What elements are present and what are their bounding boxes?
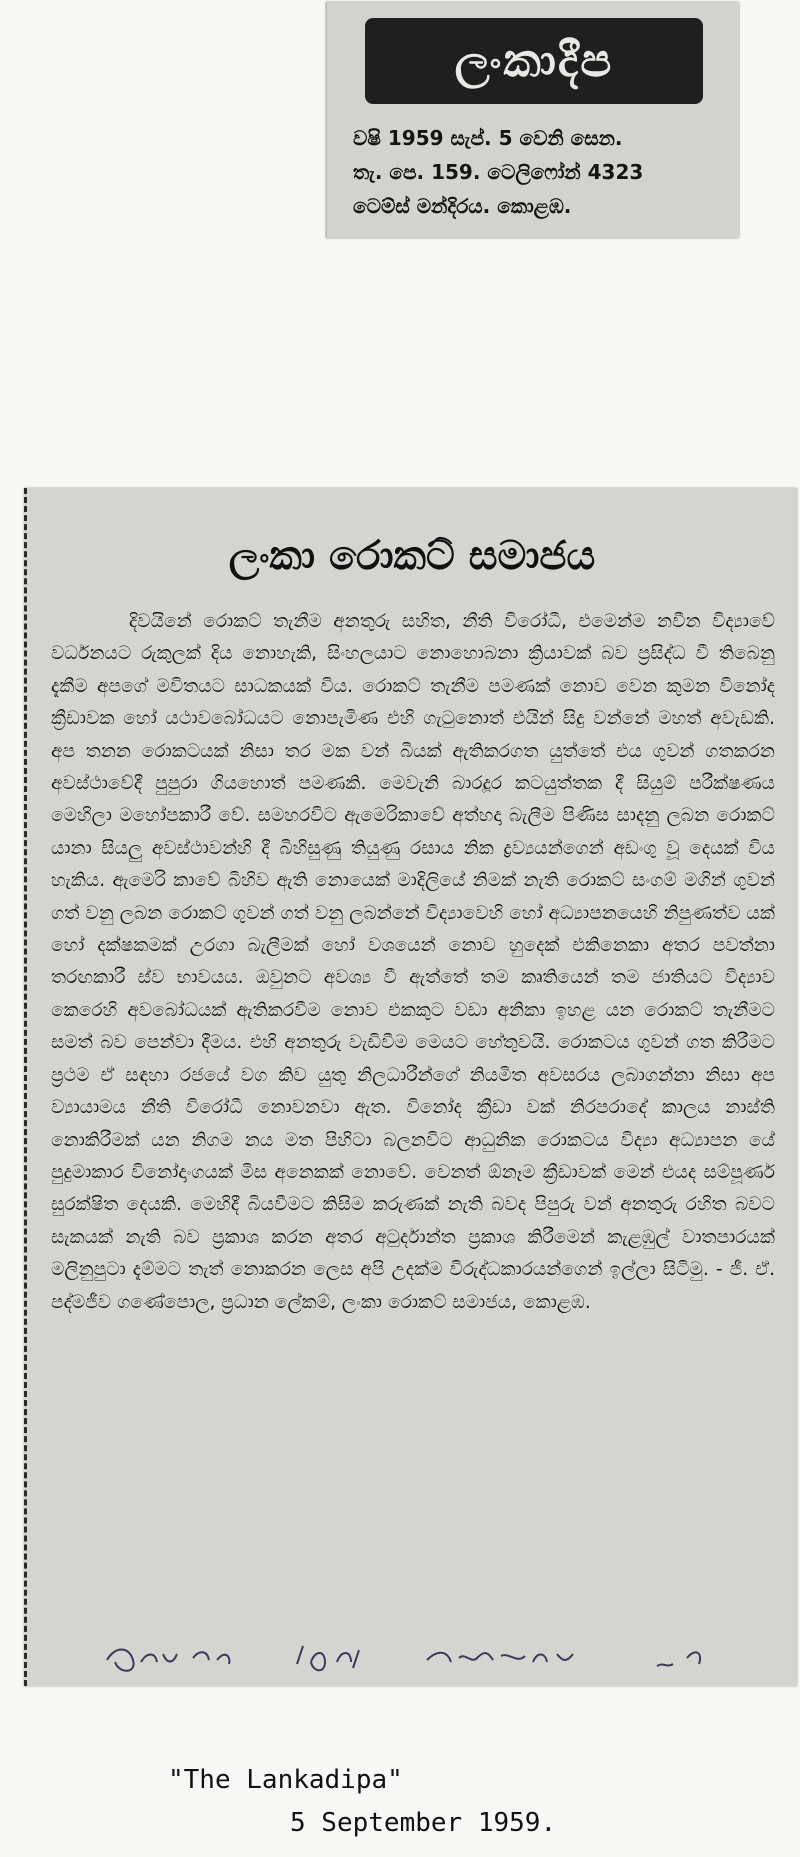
masthead-logo-text: ලංකාදීප (454, 33, 614, 87)
masthead-date-line: වෂි 1959 සැප්. 5 වෙනි සෙන. (353, 126, 623, 150)
article-body: දිවයිනේ රොකට් තැනීම අනතුරු සහිත, නීති විරෝධී, එමෙන්ම නවීන විද්‍යාවේ වර්ධනයට රුකුලක් දිය නොහැකි, සිංහලයාට නොහොබනා ක්‍රියාවක් බව ප්‍රසිද්ධ වී තිබෙනු දැකීම අපගේ මවිතයට සාධකයක් විය. රොකට් තැනීම පමණක් නොව වෙන කුමන විනෝද ක්‍රීඩාවක හෝ යථාවබෝධයට නොපැමිණ එහි ගැටුනොත් එයින් සිදු වන්නේ මහත් අවැඩකි. අප තනන රොකටයක් නිසා තර මක වන් බියක් ඇතිකරගත යුත්තේ එය ගුවන් ගතකරන අවස්ථාවේදී පුපුරා ගියහොත් පමණකි. මෙවැනි බාරදූර කටයුත්තක දී සියුම් පරීක්ෂණය මෙහිලා මහෝපකාරී වේ. සමහරවිට ඇමෙරිකාවේ අත්හදා බැලීම පිණිස සාදනු ලබන රොකට් යානා සියලු අවස්ථාවන්හි දී බිහිසුණු තියුණු රසාය නික ද්‍රව්‍යයන්ගෙන් අඩංගු වූ දෙයක් විය හැකිය. ඇමෙරි කාවේ බිහිව ඇති නොයෙක් මාදිලියේ නිමක් නැති රොකට් සංගම් මගින් ගුවන් ගත් වනු ලබන රොකට් ගුවන් ගත් වනු ලබන්නේ විද්‍යාවෙහි හෝ අධ්‍යාපනයෙහි නිපුණත්ව යක් හෝ දක්ෂකමක් උරගා බැලීමක් හෝ වශයෙන් නොව හුදෙක් එකිනෙකා අතර පවත්නා තරඟකාරී ස්ව භාවයය. ඔවුනට අවශ්‍ය වී ඇත්තේ තම කෘතියෙන් තම ජාතියට විද්‍යාව කෙරෙහි අවබෝධයක් ඇතිකරවීම නොව එකකුට වඩා අනිකා ඉහළ යන රොකට් තැනීමට සමත් බව පෙන්වා දීමය. එහි අනතුරු වැඩිවීම මෙයට හේතුවයි. රොකටය ගුවන් ගත කිරීමට ප්‍රථම ඒ සඳහා රජයේ වග කිව යුතු නිලධාරීන්ගේ නියමිත අවසරය ලබාගන්නා නිසා අප ව්‍යායාමය නීති විරෝධී නොවනවා ඇත. විනෝද ක්‍රීඩා වක් නිරපරාදේ කාලය නාස්ති නොකිරීමක් යන නිගම නය මත පිහිටා බලනවිට ආධුනික රොකටය විද්‍යා අධ්‍යාපන යේ පුදුමාකාර විනෝදාංගයක් මිස අනෙකක් නොවේ. වෙනත් ඕනෑම ක්‍රීඩාවක් මෙන් එයද සම්පූර්ණ සුරක්ෂිත දෙයකි. මෙහිදී බියවීමට කිසිම කරුණක් නැති බවද පිපුරු වන් අනතුරු රහිත බවට සැකයක් නැති බව ප්‍රකාශ කරන අතර අටුර්දාන්ත ප්‍රකාශ කිරීමෙන් කැළඹුල් වාතපාරයක් මලිනුපුටා දැම්මට තැත් නොකරන ලෙස අපි උදක්ම විරුද්ධකාරයන්ගෙන් ඉල්ලා සිටිමු. - ජී. ඒ. පද්මජීව ගණේපොල, ප්‍රධාන ලේකම්, ලංකා රොකට් සමාජය, කොළඹ. (51, 611, 775, 1313)
masthead-address-line: ටෙම්ස් මන්දිරය. කොළඹ. (353, 194, 572, 218)
caption-newspaper-name: "The Lankadipa" (168, 1765, 403, 1795)
masthead-logo (365, 18, 703, 104)
masthead-clipping (326, 2, 739, 238)
handwritten-annotation (97, 1636, 777, 1678)
article-headline: ලංකා රොකට් සමාජය (228, 532, 596, 579)
caption-date: 5 September 1959. (290, 1808, 557, 1838)
masthead-contact-line: තැ. පෙ. 159. ටෙලිෆෝන් 4323 (353, 160, 644, 184)
article-clipping (24, 488, 797, 1686)
